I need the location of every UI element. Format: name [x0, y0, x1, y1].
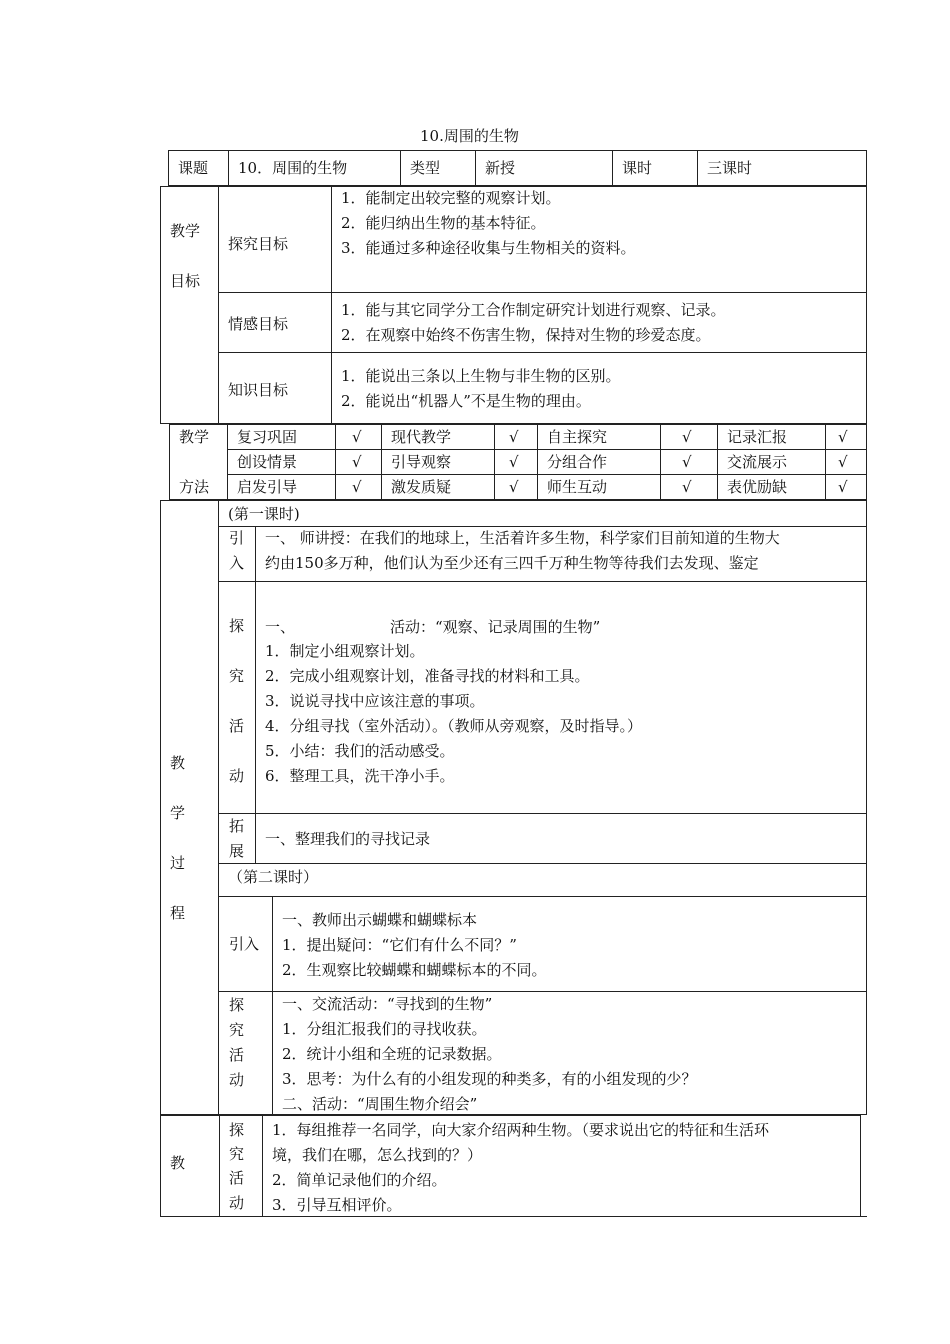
- method-name: 分组合作: [547, 453, 608, 471]
- process-label-char: 程: [170, 904, 186, 922]
- method-name: 创设情景: [237, 453, 298, 471]
- explore-goal-label: 探究目标: [228, 235, 289, 253]
- method-name: 激发质疑: [391, 478, 452, 496]
- lesson1-intro-label: 入: [229, 554, 245, 572]
- lesson1-intro-text: 一、 师讲授：在我们的地球上，生活着许多生物，科学家们目前知道的生物大 约由150多万种，他们认为至少还有三四千万种生物等待我们去发现、鉴定: [265, 529, 780, 572]
- lesson2-explore-label: 活: [229, 1046, 245, 1064]
- type-label: 类型: [410, 159, 441, 177]
- methods-label-bottom: 方法: [179, 478, 210, 496]
- explore-goal-list: [341, 186, 636, 261]
- process-label-char: 学: [170, 804, 186, 822]
- check-mark: √: [352, 453, 362, 471]
- lesson2-title: （第二课时）: [228, 868, 319, 886]
- list-item: 5．小结：我们的活动感受。: [265, 742, 455, 760]
- check-mark: √: [352, 428, 362, 446]
- lesson1-explore-label: 究: [229, 667, 245, 685]
- method-name: 复习巩固: [237, 428, 298, 446]
- explore-goal-item: 3．能通过多种途径收集与生物相关的资料。: [341, 239, 636, 257]
- lesson1-extend-text: 一、整理我们的寻找记录: [265, 830, 431, 848]
- lesson1-explore-label: 探: [229, 617, 245, 635]
- explore-goal-item: 2．能归纳出生物的基本特征。: [341, 214, 546, 232]
- continued-text: 1．每组推荐一名同学，向大家介绍两种生物。（要求说出它的特征和生活环 境，我们在哪，怎么找到的？） 2．简单记录他们的介绍。 3．引导互相评价。: [272, 1121, 770, 1214]
- emotion-goal-item: 2．在观察中始终不伤害生物，保持对生物的珍爱态度。: [341, 326, 711, 344]
- continued-explore-label: 探: [229, 1121, 245, 1139]
- period-value: 三课时: [707, 159, 753, 177]
- list-item: 3．说说寻找中应该注意的事项。: [265, 692, 485, 710]
- check-mark: √: [838, 453, 848, 471]
- lesson1-intro-label: 引: [229, 529, 245, 547]
- objectives-label-top: 教学: [170, 222, 201, 240]
- check-mark: √: [682, 428, 692, 446]
- subject-label: 课题: [178, 159, 209, 177]
- check-mark: √: [682, 453, 692, 471]
- continued-label: 教: [170, 1154, 186, 1172]
- knowledge-goal-item: 1．能说出三条以上生物与非生物的区别。: [341, 367, 621, 385]
- method-name: 交流展示: [727, 453, 788, 471]
- objectives-label-bottom: 目标: [170, 272, 201, 290]
- check-mark: √: [838, 478, 848, 496]
- check-mark: √: [509, 478, 519, 496]
- list-item: 4．分组寻找（室外活动）。（教师从旁观察，及时指导。）: [265, 717, 643, 735]
- emotion-goal-list: [341, 298, 726, 348]
- check-mark: √: [509, 428, 519, 446]
- lesson1-title: (第一课时): [228, 505, 300, 523]
- lesson2-intro-label: 引入: [229, 935, 260, 953]
- lesson1-explore-heading-text: 活动：“观察、记录周围的生物”: [390, 618, 601, 636]
- lesson1-extend-label: 展: [229, 842, 245, 860]
- check-mark: √: [838, 428, 848, 446]
- emotion-goal-item: 1．能与其它同学分工合作制定研究计划进行观察、记录。: [341, 301, 726, 319]
- page-title: 10.周围的生物: [420, 127, 519, 145]
- lesson2-explore-label: 动: [229, 1071, 245, 1089]
- period-label: 课时: [622, 159, 653, 177]
- lesson1-explore-list: [265, 639, 642, 789]
- process-label-char: 教: [170, 754, 186, 772]
- subject-value: 10．周围的生物: [238, 159, 348, 177]
- list-item: 1．制定小组观察计划。: [265, 642, 425, 660]
- list-item: 6．整理工具，洗干净小手。: [265, 767, 455, 785]
- knowledge-goal-label: 知识目标: [228, 381, 289, 399]
- method-name: 记录汇报: [727, 428, 788, 446]
- list-item: 2．完成小组观察计划，准备寻找的材料和工具。: [265, 667, 590, 685]
- method-name: 引导观察: [391, 453, 452, 471]
- lesson1-explore-label: 动: [229, 767, 245, 785]
- explore-goal-item: 1．能制定出较完整的观察计划。: [341, 189, 561, 207]
- lesson2-explore-label: 究: [229, 1021, 245, 1039]
- check-mark: √: [509, 453, 519, 471]
- continued-explore-label: 究: [229, 1145, 245, 1163]
- lesson1-explore-heading: 一、: [265, 618, 296, 636]
- lesson1-extend-label: 拓: [229, 817, 245, 835]
- knowledge-goal-list: [341, 364, 621, 414]
- method-name: 启发引导: [237, 478, 298, 496]
- check-mark: √: [682, 478, 692, 496]
- process-label-char: 过: [170, 854, 186, 872]
- knowledge-goal-item: 2．能说出“机器人”不是生物的理由。: [341, 392, 591, 410]
- lesson2-explore-label: 探: [229, 996, 245, 1014]
- emotion-goal-label: 情感目标: [228, 315, 289, 333]
- methods-label-top: 教学: [179, 428, 210, 446]
- lesson1-explore-label: 活: [229, 717, 245, 735]
- continued-explore-label: 活: [229, 1169, 245, 1187]
- method-name: 现代教学: [391, 428, 452, 446]
- lesson2-explore-text: 一、交流活动：“寻找到的生物” 1．分组汇报我们的寻找收获。 2．统计小组和全班的记录数据。 3．思考：为什么有的小组发现的种类多，有的小组发现的少？ 二、活动：“周围生物介绍会”: [282, 995, 697, 1113]
- lesson2-intro-text: 一、教师出示蝴蝶和蝴蝶标本 1．提出疑问：“它们有什么不同？” 2．生观察比较蝴蝶和蝴蝶标本的不同。: [282, 911, 547, 979]
- method-name: 表优励缺: [727, 478, 788, 496]
- continued-explore-label: 动: [229, 1194, 245, 1212]
- type-value: 新授: [485, 159, 516, 177]
- method-name: 师生互动: [547, 478, 608, 496]
- method-name: 自主探究: [547, 428, 608, 446]
- check-mark: √: [352, 478, 362, 496]
